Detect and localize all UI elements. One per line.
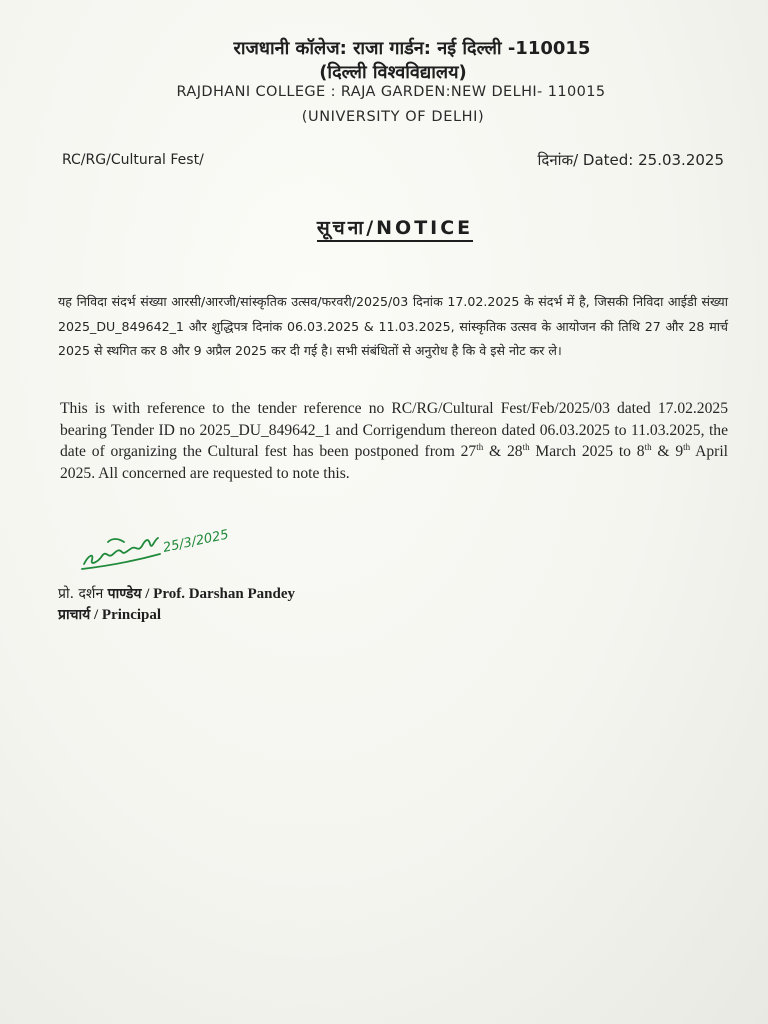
letterhead-english-name: RAJDHANI COLLEGE : RAJA GARDEN:NEW DELHI- 110015 [176,84,606,100]
signatory-designation [58,605,161,624]
notice-date [538,150,725,170]
letterhead-english-university: (UNIVERSITY OF DELHI) [301,109,485,125]
signatory-surname-hindi: पाण्डेय [107,586,142,602]
designation-hindi: प्राचार्य [58,607,91,623]
signature-date: 25/3/2025 [161,527,231,556]
body-text: April 2025. All concerned are requested to note this. [60,443,728,482]
ordinal-suffix: th [683,441,691,452]
notice-body-hindi: यह निविदा संदर्भ संख्या आरसी/आरजी/सांस्कृतिक उत्सव/फरवरी/2025/03 दिनांक 17.02.2025 के संदर्भ में है, जिसकी निविदा आईडी संख्या 2025_DU_849642_1 और शुद्धिपत्र दिनांक 06.03.2025 & 11.03.2025, सांस्कृतिक उत्सव के आयोजन की तिथि 27 और 28 मार्च 2025 से स्थगित कर 8 और 9 अप्रैल 2025 कर दी गई है। सभी संबंधितों से अनुरोध है कि वे इसे नोट कर ले। [58,294,728,358]
signatory-name [58,584,295,603]
date-label-hindi: दिनांक [537,151,574,169]
designation-english: / Principal [90,607,162,623]
ordinal-suffix: th [522,441,530,452]
letterhead-hindi-name: राजधानी कॉलेज: राजा गार्डन: नई दिल्ली -110015 [233,38,591,59]
ordinal-suffix: th [476,441,484,452]
notice-title-hindi: सूचना [316,217,367,239]
ordinal-suffix: th [644,441,652,452]
body-text: & 28 [483,443,523,460]
notice-title-english: /NOTICE [366,217,474,239]
notice-title [0,214,768,240]
signatory-prefix-hindi: प्रो. दर्शन [58,586,108,602]
signatory-name-english: / Prof. Darshan Pandey [141,586,295,602]
letterhead-hindi-university: (दिल्ली विश्वविद्यालय) [319,62,467,83]
reference-number: RC/RG/Cultural Fest/ [62,152,204,168]
body-text: & 9 [651,443,684,460]
body-text: March 2025 to 8 [529,443,645,460]
notice-body-english [60,398,728,484]
notice-title-text [317,217,473,242]
date-label-english: / Dated: 25.03.2025 [573,151,724,169]
body-text: This is with reference to the tender reference no RC/RG/Cultural Fest/Feb/2025/03 dated 17.02.2025 bearing Tender ID no 2025_DU_849642_1 and Corrigendum thereon dated 06.03.2025 to 11.03.2025, the date of organizing the Cultural fest has been postponed from 27 [60,400,728,460]
handwritten-signature [78,522,248,574]
